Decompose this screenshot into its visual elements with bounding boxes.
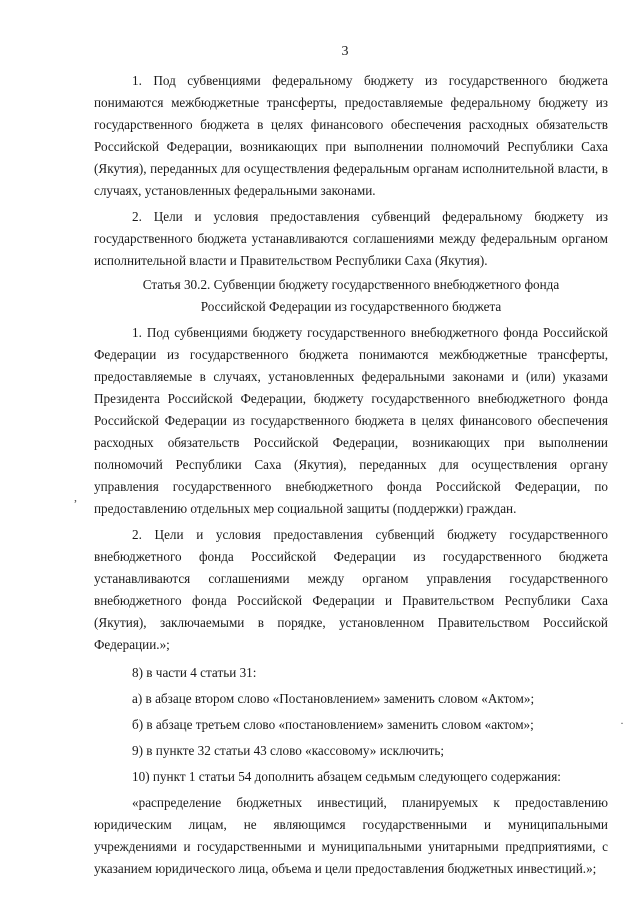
margin-mark-right: · <box>620 716 624 730</box>
article-30-1-paragraph-2: 2. Цели и условия предоставления субвенций федеральному бюджету из государственного бюджета устанавливаются соглашениями между федеральным органом исполнительной власти и Правительством Республики Саха (Якутия). <box>94 209 608 268</box>
amendment-item-8a: а) в абзаце втором слово «Постановлением» заменить словом «Актом»; <box>132 691 535 706</box>
article-30-2-heading <box>94 274 608 318</box>
amendment-item-8: 8) в части 4 статьи 31: <box>132 665 257 680</box>
amendment-item-9: 9) в пункте 32 статьи 43 слово «кассовому» исключить; <box>132 743 445 758</box>
article-30-2-title-line-1: Статья 30.2. Субвенции бюджету государственного внебюджетного фонда <box>142 277 560 292</box>
article-30-2-paragraph-1: 1. Под субвенциями бюджету государственного внебюджетного фонда Российской Федерации из государственного бюджета понимаются межбюджетные трансферты, предоставляемые в случаях, установленных федеральными законами и (или) указами Президента Российской Федерации, бюджету государственного внебюджетного фонда Российской Федерации из государственного бюджета в целях финансового обеспечения расходных обязательств Российской Федерации, возникающих при выполнении полномочий Республики Саха (Якутия), переданных для осуществления органу управления государственного внебюджетного фонда Российской Федерации, по предоставлению отдельных мер социальной защиты (поддержки) граждан. <box>94 325 608 516</box>
document-body <box>94 70 608 880</box>
amendment-item-10-text: «распределение бюджетных инвестиций, планируемых к предоставлению юридическим лицам, не являющимся государственными и муниципальными учреждениями и государственными и муниципальными унитарными предприятиями, с указанием юридического лица, объема и цели предоставления бюджетных инвестиций.»; <box>94 795 608 876</box>
page-number: 3 <box>341 44 349 59</box>
article-30-2-title-line-2: Российской Федерации из государственного бюджета <box>200 299 502 314</box>
amendment-item-10: 10) пункт 1 статьи 54 дополнить абзацем седьмым следующего содержания: <box>132 769 561 784</box>
amendment-item-8b: б) в абзаце третьем слово «постановлением» заменить словом «актом»; <box>132 717 534 732</box>
article-30-2-paragraph-2: 2. Цели и условия предоставления субвенций бюджету государственного внебюджетного фонда Российской Федерации из государственного бюджета устанавливаются соглашениями между органом управления государственного внебюджетного фонда Российской Федерации и Правительством Республики Саха (Якутия), заключаемыми в порядке, установленном Правительством Российской Федерации.»; <box>94 527 608 652</box>
article-30-1-paragraph-1: 1. Под субвенциями федеральному бюджету из государственного бюджета понимаются межбюджетные трансферты, предоставляемые федеральному бюджету из государственного бюджета в целях финансового обеспечения расходных обязательств Российской Федерации, возникающих при выполнении полномочий Республики Саха (Якутия), переданных для осуществления федеральным органам исполнительной власти, в случаях, установленных федеральными законами. <box>94 73 608 198</box>
margin-mark-left: , <box>74 490 77 504</box>
